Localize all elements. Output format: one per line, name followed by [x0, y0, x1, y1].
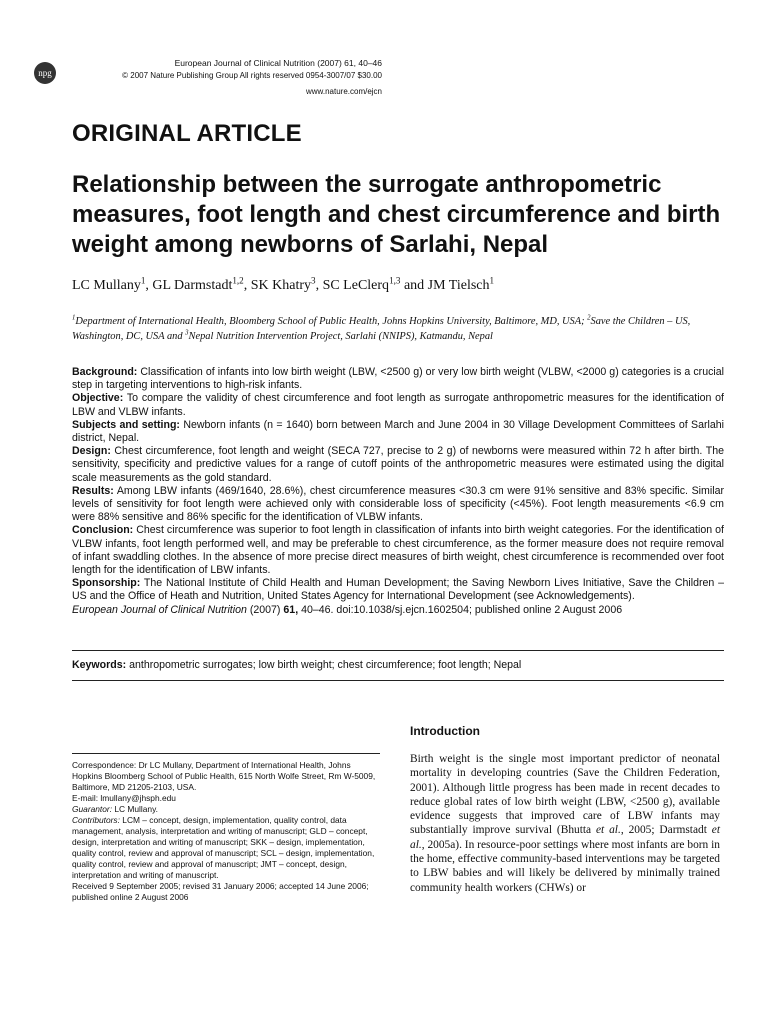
contributors-text: LCM – concept, design, implementation, quality control, data management, analysis, interpretation and writing of manuscript; GLD – concept, design, interpretation and writing of manuscript; SKK – design, implementation, quality control, review and approval of manuscript; SCL – design, implementation, quality control, review and approval of manuscript; JMT – concept, design, interpretation and writing of manuscript.: [72, 815, 375, 880]
author-name: LC Mullany: [72, 278, 141, 293]
abstract-results: [72, 485, 724, 525]
author-affiliation-mark: 1,2: [232, 275, 244, 286]
section-label: Sponsorship:: [72, 577, 141, 590]
citation-year: (2007): [246, 603, 284, 616]
author-name: , SK Khatry: [243, 278, 312, 293]
citation-doi[interactable]: 40–46. doi:10.1038/sj.ejcn.1602504; published online 2 August 2006: [298, 603, 623, 616]
section-label: Conclusion:: [72, 524, 134, 537]
section-label: Design:: [72, 445, 111, 458]
affiliations: [72, 314, 732, 344]
author-affiliation-mark: 3: [311, 275, 316, 286]
intro-text: , 2005a). In resource-poor settings where most infants are born in the home, effective community-based interventions may be targeted to LBW babies and will likely be delivered by minimally trained community health workers (CHWs) or: [410, 838, 720, 894]
author-name: , GL Darmstadt: [145, 278, 233, 293]
correspondence: [72, 760, 382, 903]
publisher-logo: [34, 62, 56, 84]
keywords-top-rule: [72, 650, 724, 651]
correspondence-email[interactable]: E-mail: lmullany@jhsph.edu: [72, 793, 176, 803]
affiliation-text: Nepal Nutrition Intervention Project, Sarlahi (NNIPS), Katmandu, Nepal: [188, 331, 493, 342]
keywords-label: Keywords:: [72, 659, 127, 671]
affiliation-text: Department of International Health, Bloomberg School of Public Health, Johns Hopkins University, Baltimore, MD, USA;: [75, 316, 588, 327]
section-label: Results:: [72, 484, 114, 497]
section-label: Background:: [72, 366, 138, 378]
author-list: [72, 275, 732, 294]
affiliation-mark: 1: [72, 314, 76, 322]
section-label: Objective:: [72, 392, 124, 405]
correspondence-rule: [72, 753, 380, 754]
keywords-text: anthropometric surrogates; low birth weight; chest circumference; foot length; Nepal: [126, 659, 522, 671]
section-text: Newborn infants (n = 1640) born between March and June 2004 in 30 Village Development Committees of Sarlahi district, Nepal.: [72, 418, 724, 445]
section-text: The National Institute of Child Health and Human Development; the Saving Newborn Lives Initiative, Save the Children – US and the Office of Heath and Nutrition, United States Agency for International Development (see Acknowledgements).: [72, 577, 724, 603]
author-name: , SC LeClerq: [315, 278, 390, 293]
guarantor-text: LC Mullany.: [112, 804, 158, 814]
section-label: Subjects and setting:: [72, 418, 180, 431]
author-affiliation-mark: 1,3: [389, 275, 401, 286]
keywords: [72, 659, 724, 671]
guarantor-label: Guarantor:: [72, 804, 113, 814]
citation-volume: 61,: [283, 603, 299, 616]
abstract-citation: [72, 604, 724, 617]
contributors: [72, 815, 382, 881]
introduction-heading: Introduction: [410, 724, 480, 738]
author-affiliation-mark: 1: [489, 275, 495, 286]
article-title: Relationship between the surrogate anthropometric measures, foot length and chest circumference and birth weight among newborns of Sarlahi, Nepal: [72, 171, 721, 258]
abstract-conclusion: [72, 524, 724, 577]
affiliation-text: Save the Children – US, Washington, DC, USA and: [72, 316, 691, 342]
received-dates: Received 9 September 2005; revised 31 January 2006; accepted 14 June 2006; published online 2 August 2006: [72, 881, 369, 902]
introduction-body: [410, 752, 720, 895]
intro-text: , 2005; Darmstadt: [620, 824, 712, 837]
section-text: Among LBW infants (469/1640, 28.6%), chest circumference measures <30.3 cm were 91% sensitive and 83% specific. Similar levels of sensitivity for foot length were achieved only with considerable loss of specificity (<45%). Foot length measurements <6.9 cm were 88% sensitive and 86% specific for the identification of VLBW infants.: [72, 484, 724, 524]
copyright-line: © 2007 Nature Publishing Group All rights reserved 0954-3007/07 $30.00: [122, 71, 382, 80]
keywords-bottom-rule: [72, 680, 724, 681]
section-text: Chest circumference, foot length and weight (SECA 727, precise to 2 g) of newborns were measured within 72 h after birth. The sensitivity, specificity and predictive values for a range of cutoff points of the anthropometric measures were estimated using the digital scale measurements as the gold standard.: [72, 445, 724, 484]
guarantor: [72, 804, 382, 815]
citation-journal: European Journal of Clinical Nutrition: [72, 603, 247, 616]
journal-url[interactable]: www.nature.com/ejcn: [305, 87, 382, 96]
abstract-objective: [72, 392, 724, 418]
abstract-background: [72, 366, 724, 392]
contributors-label: Contributors:: [72, 815, 120, 825]
journal-line: European Journal of Clinical Nutrition (2007) 61, 40–46: [174, 58, 382, 68]
intro-etal: et al.: [410, 824, 720, 851]
author-name: and JM Tielsch: [400, 278, 490, 293]
correspondence-address: Correspondence: Dr LC Mullany, Department of International Health, Johns Hopkins Bloomberg School of Public Health, 615 North Wolfe Street, Rm W-5009, Baltimore, MD 21205-2103, USA.: [72, 760, 376, 792]
intro-etal: et al.: [596, 824, 621, 837]
abstract-design: [72, 445, 724, 485]
abstract: [72, 366, 724, 617]
section-text: Chest circumference was superior to foot length in classification of infants into birth weight categories. For the identification of VLBW infants, foot length performed well, and may be preferable to chest circumference, as the former measure does not require removal of infant swaddling clothes. In the absence of more precise direct measures of birth weight, chest circumference is recommended over foot length for the identification of LBW infants.: [72, 524, 724, 577]
affiliation-mark: 3: [185, 329, 189, 337]
logo-text: npg: [38, 68, 52, 78]
abstract-subjects: [72, 419, 724, 445]
abstract-sponsorship: [72, 577, 724, 603]
article-type: ORIGINAL ARTICLE: [72, 120, 302, 147]
affiliation-mark: 2: [587, 314, 591, 322]
section-text: Classification of infants into low birth weight (LBW, <2500 g) or very low birth weight (VLBW, <2000 g) categories is a crucial step in targeting interventions to high-risk infants.: [72, 366, 724, 392]
section-text: To compare the validity of chest circumference and foot length as surrogate anthropometric measures for the identification of LBW and VLBW infants.: [72, 392, 724, 418]
intro-text: Birth weight is the single most important predictor of neonatal mortality in developing countries (Save the Children Federation, 2001). Although little progress has been made in recent decades to reduce global rates of low birth weight (LBW, <2500 g), available evidence suggests that improved care of LBW infants may substantially improve survival (Bhutta: [410, 753, 720, 837]
author-affiliation-mark: 1: [140, 275, 146, 286]
